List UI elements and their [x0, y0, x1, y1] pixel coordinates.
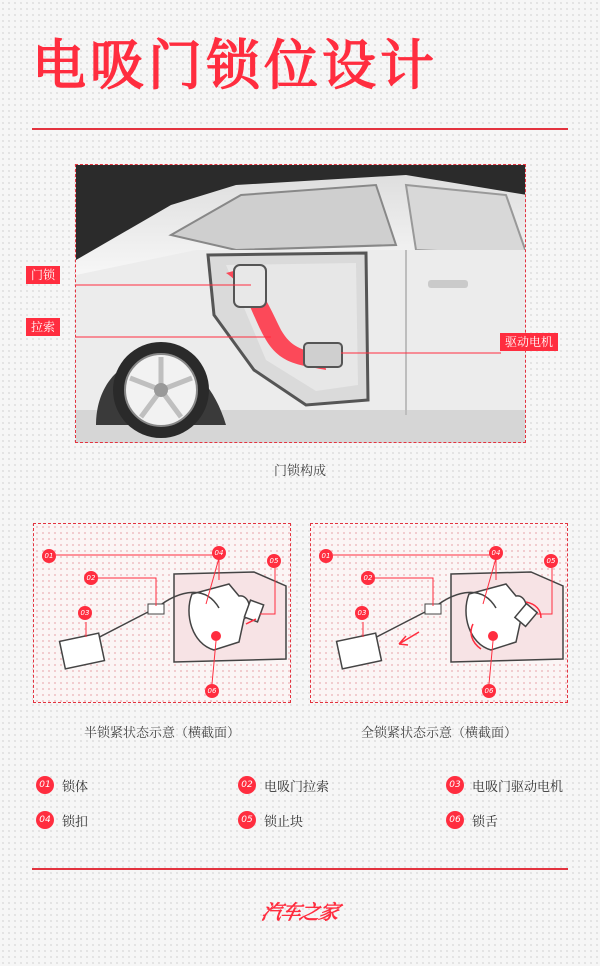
marker-02: 02 — [361, 571, 375, 585]
legend-label: 锁舌 — [472, 814, 499, 830]
marker-04: 04 — [212, 546, 226, 560]
callout-pull-cable: 拉索 — [26, 318, 60, 336]
pawl-pivot — [211, 631, 221, 641]
page-title: 电吸门锁位设计 — [32, 34, 438, 97]
drive-motor-unit — [304, 343, 342, 367]
divider-top — [32, 128, 568, 130]
legend-num: 05 — [238, 811, 256, 829]
legend-item-03 — [446, 775, 563, 795]
diagram-half-locked-caption: 半锁紧状态示意（横截面） — [83, 726, 240, 741]
callout-drive-motor: 驱动电机 — [500, 333, 558, 351]
drive-motor-box — [337, 633, 382, 669]
legend-item-05 — [238, 810, 303, 830]
marker-06: 06 — [482, 684, 496, 698]
legend-num: 04 — [36, 811, 54, 829]
legend-item-01 — [36, 775, 88, 795]
diagram-half-locked — [33, 523, 291, 703]
legend-num: 06 — [446, 811, 464, 829]
callout-door-lock: 门锁 — [26, 266, 60, 284]
marker-06: 06 — [205, 684, 219, 698]
wheel-hub — [154, 383, 168, 397]
marker-03: 03 — [78, 606, 92, 620]
legend-num: 02 — [238, 776, 256, 794]
brand-logo: 汽车之家 — [259, 900, 341, 924]
pull-direction-arrow — [399, 632, 419, 645]
legend-item-06 — [446, 810, 498, 830]
door-handle — [428, 280, 468, 288]
legend-label: 电吸门驱动电机 — [472, 779, 564, 795]
rear-window — [171, 185, 396, 250]
photo-caption: 门锁构成 — [273, 464, 326, 479]
car-door-photo — [75, 164, 526, 443]
marker-01: 01 — [319, 549, 333, 563]
front-window — [406, 185, 526, 255]
drive-motor-box — [60, 633, 105, 669]
marker-02: 02 — [84, 571, 98, 585]
marker-05: 05 — [544, 554, 558, 568]
divider-bottom — [32, 868, 568, 870]
legend-item-02 — [238, 775, 329, 795]
legend-label: 锁体 — [62, 779, 89, 795]
legend-item-04 — [36, 810, 88, 830]
legend-label: 电吸门拉索 — [264, 779, 330, 795]
legend-num: 03 — [446, 776, 464, 794]
marker-05: 05 — [267, 554, 281, 568]
legend-label: 锁止块 — [264, 814, 304, 830]
marker-03: 03 — [355, 606, 369, 620]
fully-locked-schematic — [311, 524, 569, 704]
diagram-fully-locked-caption: 全锁紧状态示意（横截面） — [360, 726, 517, 741]
pawl-pivot — [488, 631, 498, 641]
marker-01: 01 — [42, 549, 56, 563]
diagram-fully-locked — [310, 523, 568, 703]
legend-label: 锁扣 — [62, 814, 89, 830]
door-lock-mechanism — [234, 265, 266, 307]
marker-04: 04 — [489, 546, 503, 560]
car-illustration — [76, 165, 526, 443]
half-locked-schematic — [34, 524, 292, 704]
legend-num: 01 — [36, 776, 54, 794]
